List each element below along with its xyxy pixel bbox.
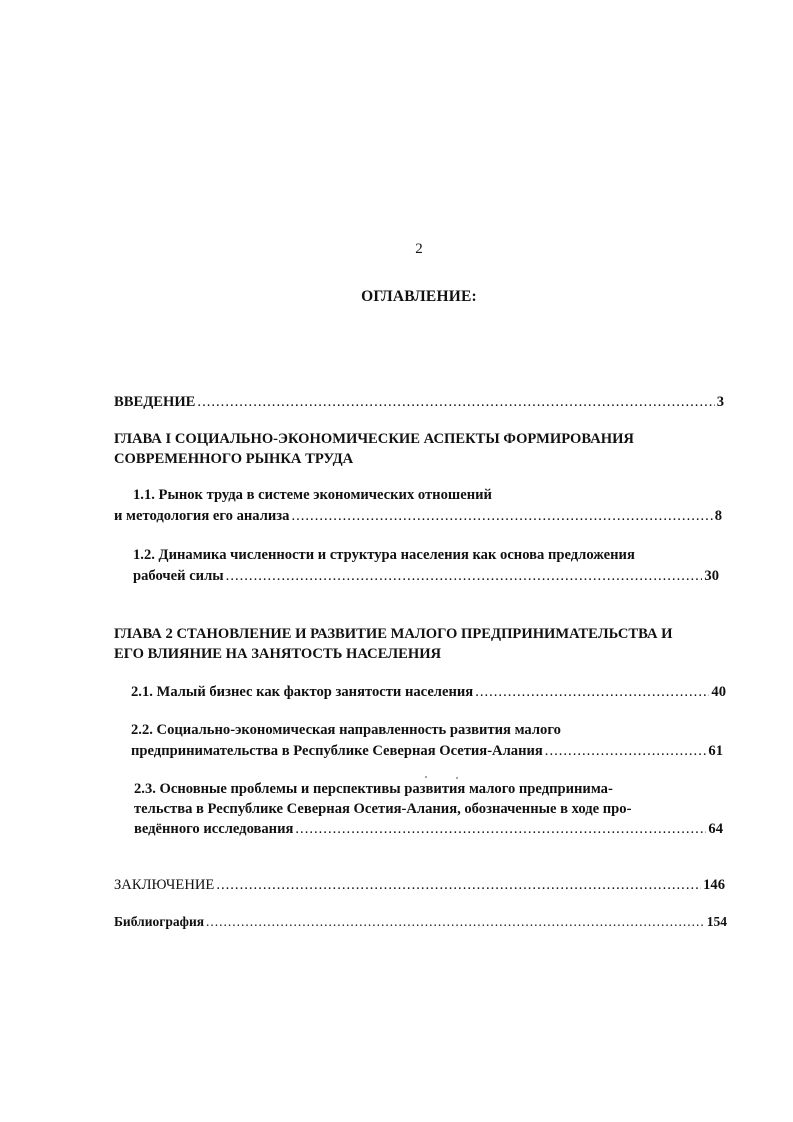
dot-leader [291, 506, 712, 526]
dot-leader [197, 392, 714, 412]
toc-page-ref: 146 [703, 877, 725, 893]
toc-page-ref: 154 [706, 914, 727, 929]
section-2-2-line1: 2.2. Социально-экономическая направленность развития малого [131, 722, 561, 738]
toc-entry-label: Библиография [114, 914, 205, 929]
section-2-3-line2: тельства в Республике Северная Осетия-Алания, обозначенные в ходе про- [134, 801, 632, 817]
dot-leader [216, 875, 701, 895]
toc-entry-label: рабочей силы [133, 568, 224, 584]
toc-entry-section-2-1[interactable] [131, 682, 726, 702]
section-1-1-line1: 1.1. Рынок труда в системе экономических отношений [133, 487, 492, 503]
section-1-2-line1: 1.2. Динамика численности и структура населения как основа предложения [133, 547, 635, 563]
toc-entry-section-1-1[interactable] [114, 506, 722, 526]
toc-entry-section-1-2[interactable] [133, 566, 719, 586]
toc-entry-label: предпринимательства в Республике Северная Осетия-Алания [131, 743, 543, 759]
toc-entry-conclusion[interactable] [114, 875, 725, 895]
toc-page-ref: 3 [716, 394, 724, 410]
page-number: 2 [415, 241, 423, 257]
chapter-1-heading-line1[interactable]: ГЛАВА I СОЦИАЛЬНО-ЭКОНОМИЧЕСКИЕ АСПЕКТЫ ФОРМИРОВАНИЯ [114, 431, 634, 447]
chapter-1-heading-line2[interactable]: СОВРЕМЕННОГО РЫНКА ТРУДА [114, 451, 354, 467]
toc-entry-section-2-2[interactable] [131, 741, 723, 761]
toc-page-ref: 30 [704, 568, 719, 584]
toc-title: ОГЛАВЛЕНИЕ: [361, 288, 477, 305]
toc-entry-label: 2.1. Малый бизнес как фактор занятости населения [131, 684, 474, 700]
toc-entry-label: ВВЕДЕНИЕ [114, 394, 196, 410]
dot-leader [295, 819, 706, 839]
dot-leader [226, 566, 703, 586]
toc-entry-label: ЗАКЛЮЧЕНИЕ [114, 877, 215, 893]
section-2-3-line1: 2.3. Основные проблемы и перспективы развития малого предпринима- [134, 781, 613, 797]
chapter-2-heading-line2[interactable]: ЕГО ВЛИЯНИЕ НА ЗАНЯТОСТЬ НАСЕЛЕНИЯ [114, 646, 442, 662]
toc-page-ref: 64 [708, 821, 723, 837]
dot-leader [545, 741, 707, 761]
chapter-2-heading-line1[interactable]: ГЛАВА 2 СТАНОВЛЕНИЕ И РАЗВИТИЕ МАЛОГО ПРЕДПРИНИМАТЕЛЬСТВА И [114, 626, 673, 642]
toc-entry-bibliography[interactable] [114, 912, 727, 932]
toc-entry-label: и методология его анализа [114, 508, 290, 524]
toc-page-ref: 61 [708, 743, 723, 759]
scan-speck [425, 776, 427, 778]
toc-entry-label: ведённого исследования [134, 821, 294, 837]
dot-leader [206, 912, 705, 932]
dot-leader [475, 682, 709, 702]
toc-page-ref: 8 [714, 508, 722, 524]
toc-entry-intro[interactable] [114, 392, 724, 412]
toc-page-ref: 40 [711, 684, 726, 700]
toc-entry-section-2-3[interactable] [134, 819, 723, 839]
